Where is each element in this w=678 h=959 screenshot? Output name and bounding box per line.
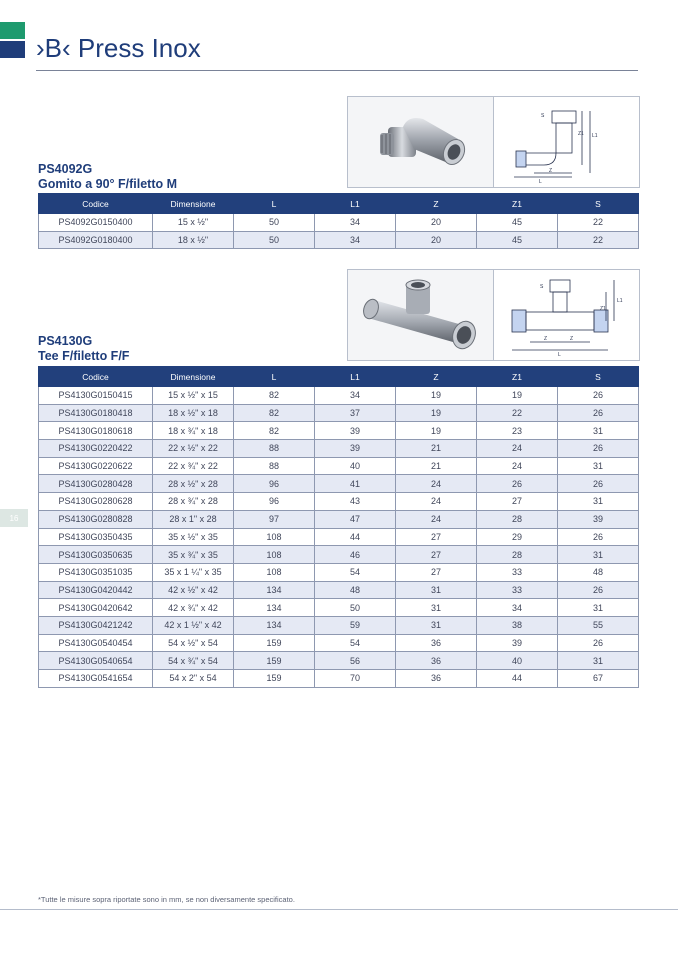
table-cell: 31 xyxy=(396,616,477,634)
column-header: Dimensione xyxy=(153,367,234,387)
table-cell: 24 xyxy=(396,510,477,528)
svg-text:L1: L1 xyxy=(592,133,598,139)
table-row xyxy=(39,214,639,232)
table-row xyxy=(39,440,639,458)
elbow-spec-table xyxy=(38,193,639,249)
table-cell: 24 xyxy=(396,493,477,511)
table-cell: 56 xyxy=(315,652,396,670)
svg-text:Z1: Z1 xyxy=(578,131,584,137)
table-cell: 24 xyxy=(396,475,477,493)
table-cell: 19 xyxy=(396,422,477,440)
table-cell: PS4130G0180618 xyxy=(39,422,153,440)
table-cell: 34 xyxy=(315,214,396,232)
table-cell: 82 xyxy=(234,387,315,405)
table-cell: PS4130G0421242 xyxy=(39,616,153,634)
table-cell: 22 xyxy=(477,404,558,422)
table-cell: 47 xyxy=(315,510,396,528)
table-cell: 54 x ½" x 54 xyxy=(153,634,234,652)
table-cell: 31 xyxy=(558,457,639,475)
table-cell: 36 xyxy=(396,652,477,670)
table-cell: 21 xyxy=(396,457,477,475)
column-header: Z1 xyxy=(477,367,558,387)
footnote: *Tutte le misure sopra riportate sono in mm, se non diversamente specificato. xyxy=(38,895,295,904)
table-cell: 33 xyxy=(477,563,558,581)
table-cell: 27 xyxy=(477,493,558,511)
table-cell: 28 x ½" x 28 xyxy=(153,475,234,493)
table-cell: 37 xyxy=(315,404,396,422)
table-cell: 108 xyxy=(234,546,315,564)
product-code: PS4092G xyxy=(38,162,93,176)
product-code: PS4130G xyxy=(38,334,93,348)
table-cell: 22 x ¾" x 22 xyxy=(153,457,234,475)
table-cell: 159 xyxy=(234,670,315,688)
table-cell: 31 xyxy=(558,493,639,511)
table-cell: 82 xyxy=(234,404,315,422)
column-header: L1 xyxy=(315,194,396,214)
table-cell: 46 xyxy=(315,546,396,564)
table-cell: 134 xyxy=(234,581,315,599)
table-cell: PS4092G0150400 xyxy=(39,214,153,232)
table-cell: 31 xyxy=(558,652,639,670)
table-cell: 39 xyxy=(315,440,396,458)
table-cell: 40 xyxy=(315,457,396,475)
table-row xyxy=(39,404,639,422)
table-cell: 38 xyxy=(477,616,558,634)
table-row xyxy=(39,457,639,475)
table-cell: 23 xyxy=(477,422,558,440)
table-cell: 21 xyxy=(396,440,477,458)
title-divider xyxy=(36,70,638,71)
table-cell: 34 xyxy=(315,231,396,249)
product-description: Gomito a 90° F/filetto M xyxy=(38,177,178,191)
elbow-fitting-icon xyxy=(348,97,493,187)
svg-text:Z: Z xyxy=(570,336,574,342)
table-cell: 41 xyxy=(315,475,396,493)
table-cell: 27 xyxy=(396,563,477,581)
table-cell: 36 xyxy=(396,634,477,652)
table-cell: 159 xyxy=(234,652,315,670)
table-cell: 108 xyxy=(234,528,315,546)
table-cell: 35 x ¾" x 35 xyxy=(153,546,234,564)
table-cell: 44 xyxy=(315,528,396,546)
table-cell: 70 xyxy=(315,670,396,688)
table-cell: 28 xyxy=(477,510,558,528)
table-cell: 28 x 1" x 28 xyxy=(153,510,234,528)
table-row xyxy=(39,546,639,564)
table-row xyxy=(39,581,639,599)
elbow-fitting-photo xyxy=(347,96,494,188)
column-header: S xyxy=(558,367,639,387)
table-cell: 36 xyxy=(396,670,477,688)
table-cell: PS4130G0150415 xyxy=(39,387,153,405)
page-number: 16 xyxy=(0,509,28,527)
column-header: Z xyxy=(396,194,477,214)
column-header: Codice xyxy=(39,194,153,214)
table-cell: 54 x ¾" x 54 xyxy=(153,652,234,670)
table-cell: 22 xyxy=(558,231,639,249)
svg-text:Z: Z xyxy=(549,168,553,174)
svg-text:L: L xyxy=(539,179,542,185)
svg-text:L1: L1 xyxy=(617,298,623,304)
tee-spec-table xyxy=(38,366,639,688)
column-header: S xyxy=(558,194,639,214)
table-cell: PS4130G0350635 xyxy=(39,546,153,564)
table-cell: 48 xyxy=(558,563,639,581)
table-cell: 31 xyxy=(396,599,477,617)
table-cell: 40 xyxy=(477,652,558,670)
product-description: Tee F/filetto F/F xyxy=(38,349,130,363)
table-row xyxy=(39,599,639,617)
table-cell: PS4130G0280428 xyxy=(39,475,153,493)
table-cell: 39 xyxy=(477,634,558,652)
table-cell: 34 xyxy=(477,599,558,617)
table-cell: 24 xyxy=(477,457,558,475)
table-row xyxy=(39,510,639,528)
table-cell: 54 x 2" x 54 xyxy=(153,670,234,688)
table-cell: 134 xyxy=(234,599,315,617)
footer-divider xyxy=(0,909,678,910)
svg-text:Z1: Z1 xyxy=(600,306,606,312)
table-cell: 18 x ½" x 18 xyxy=(153,404,234,422)
table-cell: 24 xyxy=(477,440,558,458)
table-cell: 20 xyxy=(396,231,477,249)
table-cell: PS4092G0180400 xyxy=(39,231,153,249)
table-cell: 22 x ½" x 22 xyxy=(153,440,234,458)
table-cell: 15 x ½" xyxy=(153,214,234,232)
table-cell: 82 xyxy=(234,422,315,440)
table-cell: PS4130G0351035 xyxy=(39,563,153,581)
table-row xyxy=(39,616,639,634)
table-cell: 26 xyxy=(558,387,639,405)
table-cell: 159 xyxy=(234,634,315,652)
table-cell: 35 x 1 ¼" x 35 xyxy=(153,563,234,581)
elbow-dimension-diagram-icon xyxy=(494,97,639,187)
table-cell: 45 xyxy=(477,231,558,249)
tee-fitting-photo xyxy=(347,269,494,361)
table-row xyxy=(39,528,639,546)
table-row xyxy=(39,475,639,493)
page-title: ›B‹ Press Inox xyxy=(36,33,201,63)
table-cell: 45 xyxy=(477,214,558,232)
table-row xyxy=(39,670,639,688)
column-header: Codice xyxy=(39,367,153,387)
table-cell: 19 xyxy=(396,404,477,422)
table-cell: PS4130G0220622 xyxy=(39,457,153,475)
table-cell: 55 xyxy=(558,616,639,634)
svg-text:S: S xyxy=(541,113,545,119)
table-cell: 88 xyxy=(234,440,315,458)
table-cell: 20 xyxy=(396,214,477,232)
table-cell: 31 xyxy=(558,546,639,564)
table-row xyxy=(39,387,639,405)
table-cell: 31 xyxy=(396,581,477,599)
table-cell: PS4130G0420642 xyxy=(39,599,153,617)
table-cell: PS4130G0541654 xyxy=(39,670,153,688)
table-cell: 26 xyxy=(558,475,639,493)
table-cell: 54 xyxy=(315,563,396,581)
svg-text:L: L xyxy=(558,352,561,358)
table-cell: 43 xyxy=(315,493,396,511)
table-cell: 26 xyxy=(558,528,639,546)
column-header: L xyxy=(234,194,315,214)
table-cell: 39 xyxy=(315,422,396,440)
table-cell: 34 xyxy=(315,387,396,405)
table-cell: 108 xyxy=(234,563,315,581)
table-cell: 18 x ¾" x 18 xyxy=(153,422,234,440)
table-cell: 18 x ½" xyxy=(153,231,234,249)
table-header-row xyxy=(39,194,639,214)
brand-mark-green xyxy=(0,22,25,39)
table-cell: 67 xyxy=(558,670,639,688)
table-cell: 50 xyxy=(234,214,315,232)
table-row xyxy=(39,563,639,581)
column-header: L xyxy=(234,367,315,387)
table-cell: 26 xyxy=(477,475,558,493)
table-cell: 35 x ½" x 35 xyxy=(153,528,234,546)
table-cell: PS4130G0540654 xyxy=(39,652,153,670)
table-cell: 29 xyxy=(477,528,558,546)
table-cell: PS4130G0220422 xyxy=(39,440,153,458)
table-cell: 31 xyxy=(558,422,639,440)
table-cell: 44 xyxy=(477,670,558,688)
table-cell: PS4130G0280828 xyxy=(39,510,153,528)
table-row xyxy=(39,231,639,249)
tee-dimension-diagram-icon xyxy=(494,270,639,360)
elbow-fitting-diagram xyxy=(493,96,640,188)
column-header: Dimensione xyxy=(153,194,234,214)
table-cell: 19 xyxy=(396,387,477,405)
column-header: Z1 xyxy=(477,194,558,214)
table-cell: PS4130G0280628 xyxy=(39,493,153,511)
brand-mark-blue xyxy=(0,41,25,58)
table-cell: 15 x ½" x 15 xyxy=(153,387,234,405)
table-cell: 28 x ¾" x 28 xyxy=(153,493,234,511)
table-cell: 48 xyxy=(315,581,396,599)
svg-text:S: S xyxy=(540,284,544,290)
svg-text:Z: Z xyxy=(544,336,548,342)
column-header: Z xyxy=(396,367,477,387)
table-cell: PS4130G0420442 xyxy=(39,581,153,599)
column-header: L1 xyxy=(315,367,396,387)
table-cell: 28 xyxy=(477,546,558,564)
table-cell: 59 xyxy=(315,616,396,634)
table-cell: 22 xyxy=(558,214,639,232)
table-cell: 33 xyxy=(477,581,558,599)
table-row xyxy=(39,422,639,440)
table-cell: PS4130G0180418 xyxy=(39,404,153,422)
table-row xyxy=(39,634,639,652)
table-cell: 97 xyxy=(234,510,315,528)
table-cell: 27 xyxy=(396,546,477,564)
table-cell: 27 xyxy=(396,528,477,546)
table-header-row xyxy=(39,367,639,387)
table-cell: 26 xyxy=(558,440,639,458)
table-cell: 26 xyxy=(558,581,639,599)
table-cell: 26 xyxy=(558,634,639,652)
table-cell: 88 xyxy=(234,457,315,475)
table-cell: 54 xyxy=(315,634,396,652)
table-cell: 42 x ½" x 42 xyxy=(153,581,234,599)
table-cell: 50 xyxy=(315,599,396,617)
tee-fitting-diagram xyxy=(493,269,640,361)
table-cell: PS4130G0350435 xyxy=(39,528,153,546)
table-cell: 50 xyxy=(234,231,315,249)
table-cell: 19 xyxy=(477,387,558,405)
table-cell: 31 xyxy=(558,599,639,617)
tee-fitting-icon xyxy=(348,270,493,360)
table-row xyxy=(39,652,639,670)
table-cell: 26 xyxy=(558,404,639,422)
table-cell: PS4130G0540454 xyxy=(39,634,153,652)
table-cell: 42 x 1 ½" x 42 xyxy=(153,616,234,634)
table-cell: 96 xyxy=(234,475,315,493)
table-cell: 134 xyxy=(234,616,315,634)
table-cell: 39 xyxy=(558,510,639,528)
table-cell: 42 x ¾" x 42 xyxy=(153,599,234,617)
table-cell: 96 xyxy=(234,493,315,511)
table-row xyxy=(39,493,639,511)
